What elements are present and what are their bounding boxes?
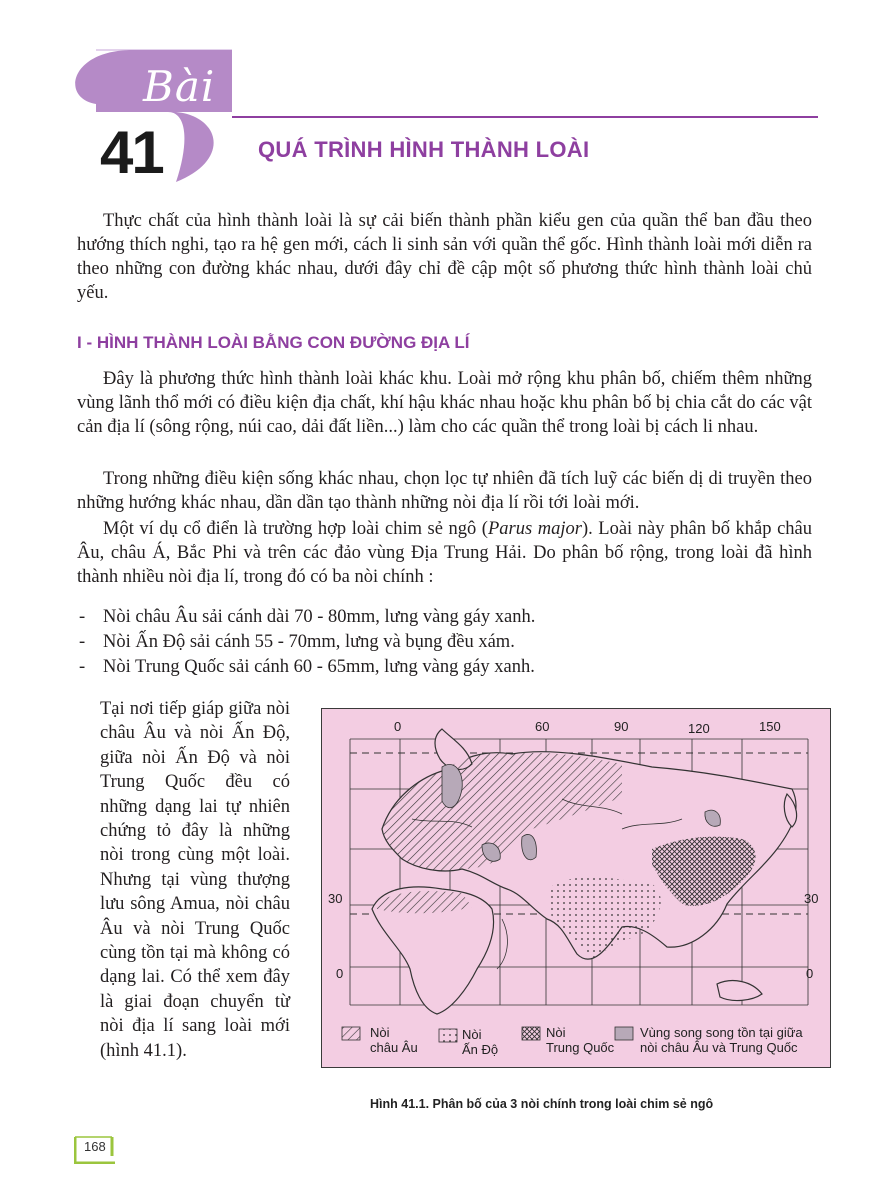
legend-europe: Nòi châu Âu	[370, 1025, 418, 1055]
lesson-title: QUÁ TRÌNH HÌNH THÀNH LOÀI	[258, 137, 590, 162]
latitude-label-30-left: 30	[328, 891, 343, 906]
longitude-label: 120	[688, 721, 710, 736]
figure-caption: Hình 41.1. Phân bố của 3 nòi chính trong loài chim sẻ ngô	[370, 1097, 714, 1111]
latitude-label-0-left: 0	[336, 966, 344, 981]
lesson-header	[0, 0, 886, 200]
subspecies-list	[77, 605, 812, 680]
latitude-label-0-right: 0	[806, 966, 814, 981]
species-name: Parus major	[487, 519, 582, 539]
list-item: - Nòi Trung Quốc sải cánh 60 - 65mm, lưng vàng gáy xanh.	[77, 655, 812, 680]
lesson-label: Bài	[143, 62, 216, 111]
paragraph-example	[77, 517, 812, 589]
legend-china: Nòi Trung Quốc	[546, 1025, 615, 1055]
side-paragraph: Tại nơi tiếp giáp giữa nòi châu Âu và nòi Ấn Độ, giữa nòi Ấn Độ và nòi Trung Quốc đều có những dạng lai tự nhiên chứng tỏ đây là những nòi trong cùng một loài. Nhưng tại vùng thượng lưu sông Amua, nòi châu Âu và nòi Trung Quốc cùng tồn tại mà không có dạng lai. Có thể xem đây là giai đoạn chuyển từ nòi địa lí sang loài mới (hình 41.1).	[100, 699, 290, 1061]
latitude-label-30-right: 30	[804, 891, 819, 906]
intro-paragraph: Thực chất của hình thành loài là sự cải biến thành phần kiểu gen của quần thể ban đầu theo hướng thích nghi, tạo ra hệ gen mới, cách li sinh sản với quần thể gốc. Hình thành loài mới diễn ra theo những con đường khác nhau, dưới đây chỉ đề cập một số phương thức hình thành loài chủ yếu.	[77, 211, 812, 303]
list-item: - Nòi Ấn Độ sải cánh 55 - 70mm, lưng và bụng đều xám.	[77, 630, 812, 655]
paragraph-geographic: Đây là phương thức hình thành loài khác khu. Loài mở rộng khu phân bố, chiếm thêm những vùng lãnh thổ mới có điều kiện địa chất, khí hậu khác nhau hoặc khu phân bố bị chia cắt do các vật cản địa lí (sông rộng, núi cao, dải đất liền...) làm cho các quần thể trong loài bị cách li nhau.	[77, 369, 812, 437]
longitude-label: 150	[759, 719, 781, 734]
list-item: - Nòi châu Âu sải cánh dài 70 - 80mm, lưng vàng gáy xanh.	[77, 605, 812, 630]
map-graphic	[322, 709, 832, 1069]
legend-india: Nòi Ấn Độ	[462, 1027, 499, 1057]
page-number: 168	[84, 1139, 106, 1154]
paragraph-selection: Trong những điều kiện sống khác nhau, chọn lọc tự nhiên đã tích luỹ các biến dị di truyền theo những hướng khác nhau, dần dần tạo thành những nòi địa lí rồi tới loài mới.	[77, 469, 812, 513]
longitude-label: 60	[535, 719, 550, 734]
example-text-before: Một ví dụ cổ điển là trường hợp loài chim sẻ ngô (	[103, 519, 488, 539]
longitude-label: 0	[394, 719, 402, 734]
legend-overlap: Vùng song song tồn tại giữa nòi châu Âu và Trung Quốc	[640, 1025, 803, 1055]
longitude-label: 90	[614, 719, 629, 734]
distribution-map	[321, 708, 831, 1068]
example-text-after: ). Loài này phân bố khắp châu Âu, châu Á, Bắc Phi và trên các đảo vùng Địa Trung Hải. Do phân bố rộng, trong loài đã hình thành nhiều nòi địa lí, trong đó có ba nòi chính :	[77, 519, 812, 587]
section-heading: I - HÌNH THÀNH LOÀI BẰNG CON ĐƯỜNG ĐỊA LÍ	[77, 333, 470, 352]
lesson-number: 41	[100, 119, 163, 186]
